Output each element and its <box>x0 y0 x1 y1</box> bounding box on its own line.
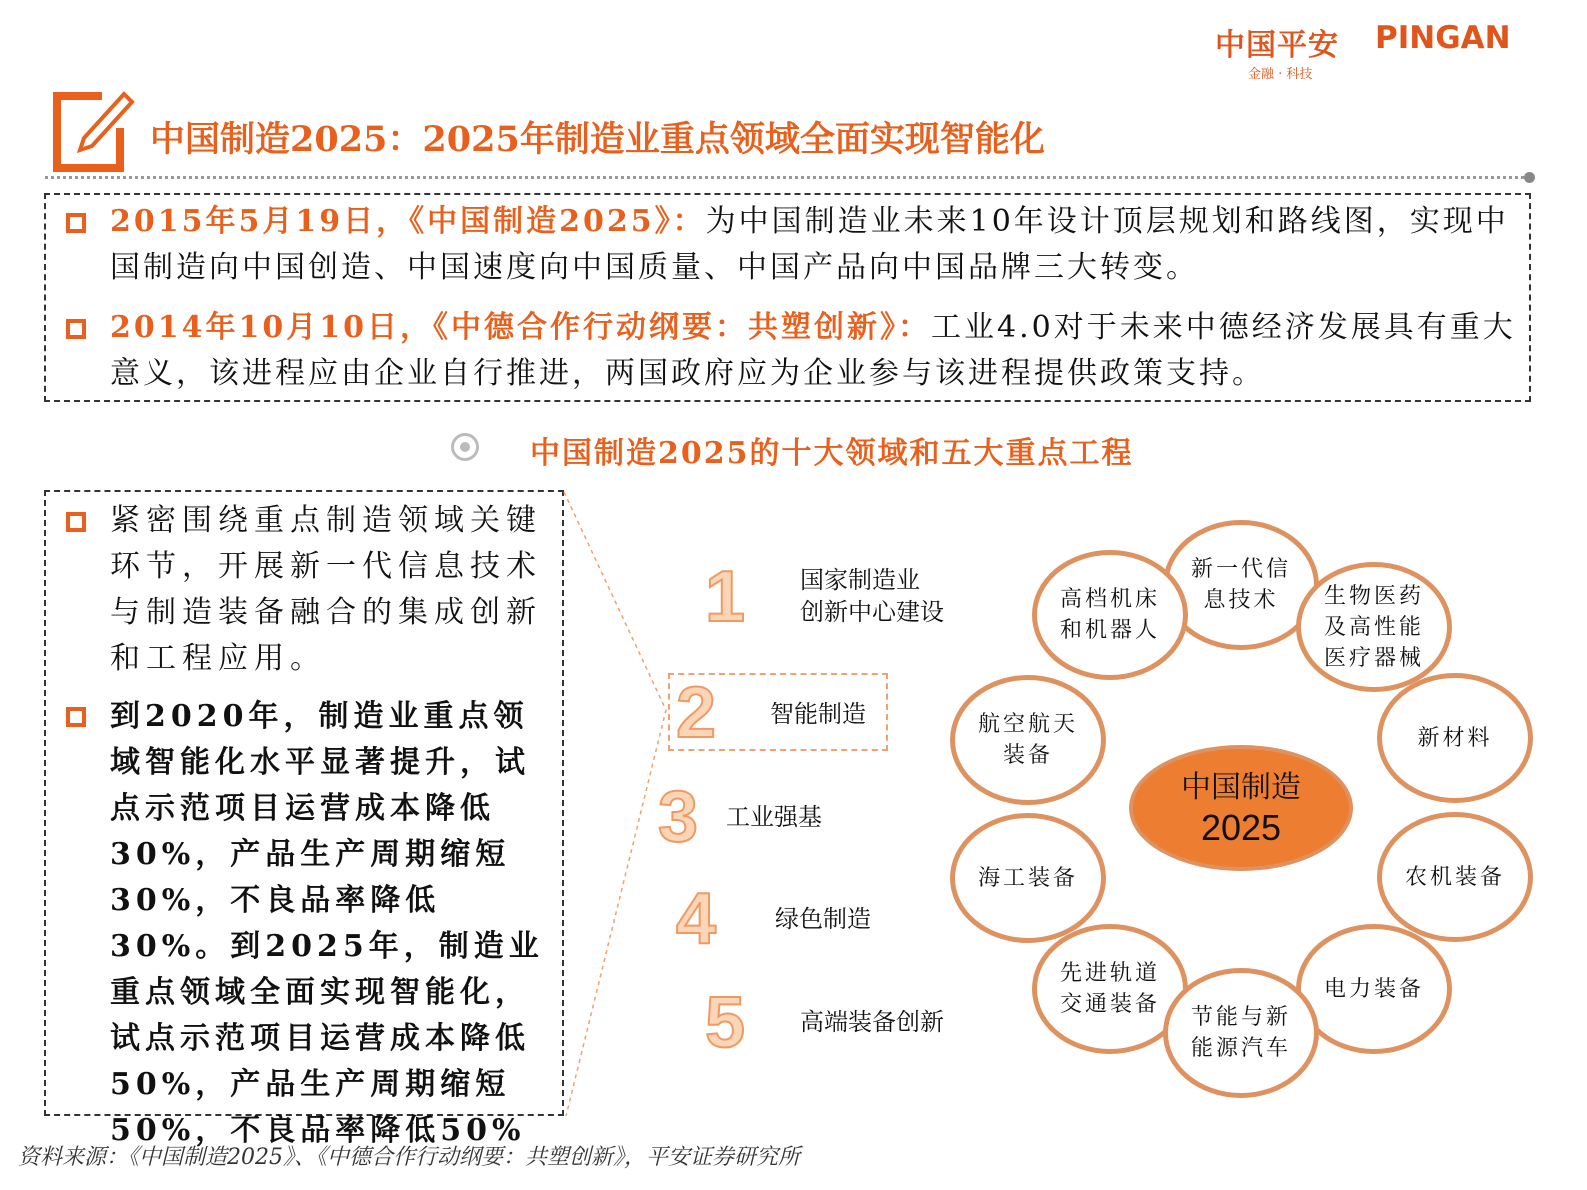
section-subtitle: 中国制造2025的十大领域和五大重点工程 <box>530 436 1134 471</box>
intro-item-1: 2015年5月19日，《中国制造2025》：为中国制造业未来10年设计顶层规划和路线图，实现中国制造向中国创造、中国速度向中国质量、中国产品向中国品牌三大转变。 <box>110 204 1509 285</box>
field-circle: 高档机床和机器人 <box>1032 550 1188 680</box>
project-number: 4 <box>676 879 717 959</box>
radio-bullet-icon <box>451 433 479 461</box>
field-circle: 先进轨道交通装备 <box>1032 924 1188 1054</box>
project-number: 2 <box>676 673 717 753</box>
connector-lines <box>560 490 670 1120</box>
project-number: 1 <box>705 557 746 637</box>
field-circle: 农机装备 <box>1377 812 1533 942</box>
field-circle: 电力装备 <box>1296 924 1452 1054</box>
intro-box <box>44 193 1531 402</box>
detail-box <box>44 490 564 1148</box>
center-year: 2025 <box>1200 807 1282 848</box>
source-note: 资料来源：《中国制造2025》、《中德合作行动纲要：共塑创新》，平安证券研究所 <box>18 1145 800 1170</box>
square-bullet-icon <box>66 707 86 727</box>
square-bullet-icon <box>66 213 86 233</box>
field-circle: 航空航天装备 <box>950 675 1106 805</box>
field-circle: 节能与新能源汽车 <box>1163 968 1319 1098</box>
project-label: 绿色制造 <box>775 905 871 933</box>
project-label: 高端装备创新 <box>800 1008 944 1036</box>
center-title: 中国制造 <box>1181 770 1301 805</box>
field-circle: 生物医药及高性能医疗器械 <box>1296 562 1452 692</box>
field-circle: 新一代信息技术 <box>1163 520 1319 650</box>
field-circle: 新材料 <box>1377 673 1533 803</box>
square-bullet-icon <box>66 319 86 339</box>
logo-tagline: 金融 · 科技 <box>1248 67 1313 82</box>
project-label: 国家制造业 创新中心建设 <box>800 566 944 626</box>
project-label: 工业强基 <box>726 803 822 831</box>
page-title: 中国制造2025：2025年制造业重点领域全面实现智能化 <box>150 119 1045 160</box>
project-label: 智能制造 <box>770 700 866 728</box>
divider-dot <box>1524 172 1535 183</box>
field-circle: 海工装备 <box>950 813 1106 943</box>
center-ellipse <box>1129 745 1353 871</box>
divider <box>45 176 1530 179</box>
project-number: 3 <box>658 777 699 857</box>
edit-icon <box>52 88 136 174</box>
square-bullet-icon <box>66 512 86 532</box>
detail-item-1: 紧密围绕重点制造领域关键环节，开展新一代信息技术与制造装备融合的集成创新和工程应用。 <box>110 503 542 676</box>
logo-cn: 中国平安 <box>1215 28 1339 63</box>
project-number: 5 <box>705 983 746 1063</box>
detail-item-2: 到2020年，制造业重点领域智能化水平显著提升，试点示范项目运营成本降低30%，产品生产周期缩短30%，不良品率降低30%。到2025年，制造业重点领域全面实现智能化，试点示范项目运营成本降低50%，产品生产周期缩短50%，不良品率降低50% <box>110 699 544 1148</box>
intro-item-2: 2014年10月10日，《中德合作行动纲要：共塑创新》：工业4.0对于未来中德经济发展具有重大意义，该进程应由企业自行推进，两国政府应为企业参与该进程提供政策支持。 <box>110 310 1516 391</box>
logo-en: PINGAN <box>1375 20 1511 56</box>
